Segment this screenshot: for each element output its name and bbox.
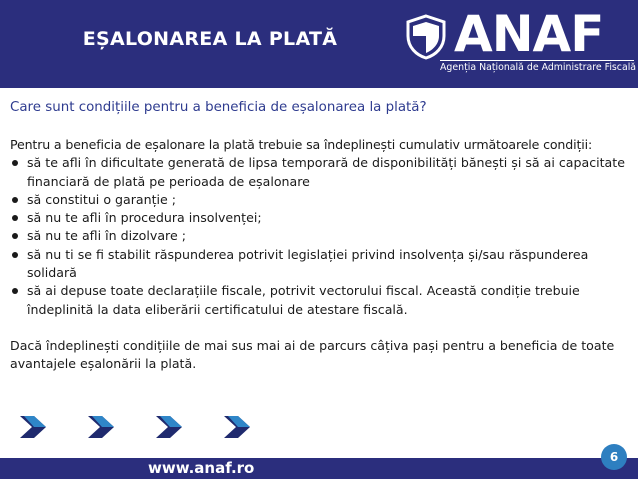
page-title: EȘALONAREA LA PLATĂ bbox=[82, 28, 338, 50]
list-item: să nu te afli în procedura insolvenței; bbox=[10, 209, 634, 227]
list-item: să ai depuse toate declarațiile fiscale, potrivit vectorului fiscal. Această condiție trebuie îndeplinită la data eliberării certificatului de atestare fiscală. bbox=[10, 282, 634, 319]
section-question: Care sunt condițiile pentru a beneficia de eșalonarea la plată? bbox=[10, 100, 427, 115]
logo-wordmark: ANAF bbox=[454, 5, 604, 63]
chevron-right-icon bbox=[88, 416, 118, 438]
page-number-badge: 6 bbox=[601, 444, 627, 470]
anaf-logo[interactable] bbox=[404, 5, 637, 78]
decorative-arrows bbox=[20, 416, 270, 438]
logo-subtitle: Agenția Națională de Administrare Fiscală bbox=[440, 62, 637, 73]
list-item: să constitui o garanție ; bbox=[10, 191, 634, 209]
list-item: să te afli în dificultate generată de lipsa temporară de disponibilități bănești și să ai capacitate financiară de plată pe perioada de eșalonare bbox=[10, 154, 634, 191]
list-item: să nu te afli în dizolvare ; bbox=[10, 227, 634, 245]
header-bar bbox=[0, 0, 638, 88]
footer-bar bbox=[0, 458, 638, 479]
list-item: să nu ti se fi stabilit răspunderea potrivit legislației privind insolvența și/sau răspunderea solidară bbox=[10, 246, 634, 283]
main-content bbox=[10, 98, 634, 374]
closing-text: Dacă îndeplinești condițiile de mai sus mai ai de parcurs câțiva pași pentru a beneficia de toate avantajele eșalonării la plată. bbox=[10, 337, 615, 372]
chevron-right-icon bbox=[224, 416, 254, 438]
chevron-right-icon bbox=[156, 416, 186, 438]
intro-text: Pentru a beneficia de eșalonare la plată trebuie sa îndeplinești cumulativ următoarele condiții: bbox=[10, 137, 593, 152]
conditions-list bbox=[10, 154, 634, 319]
shield-logo-icon bbox=[404, 14, 448, 60]
chevron-right-icon bbox=[20, 416, 50, 438]
website-link[interactable]: www.anaf.ro bbox=[148, 459, 255, 477]
